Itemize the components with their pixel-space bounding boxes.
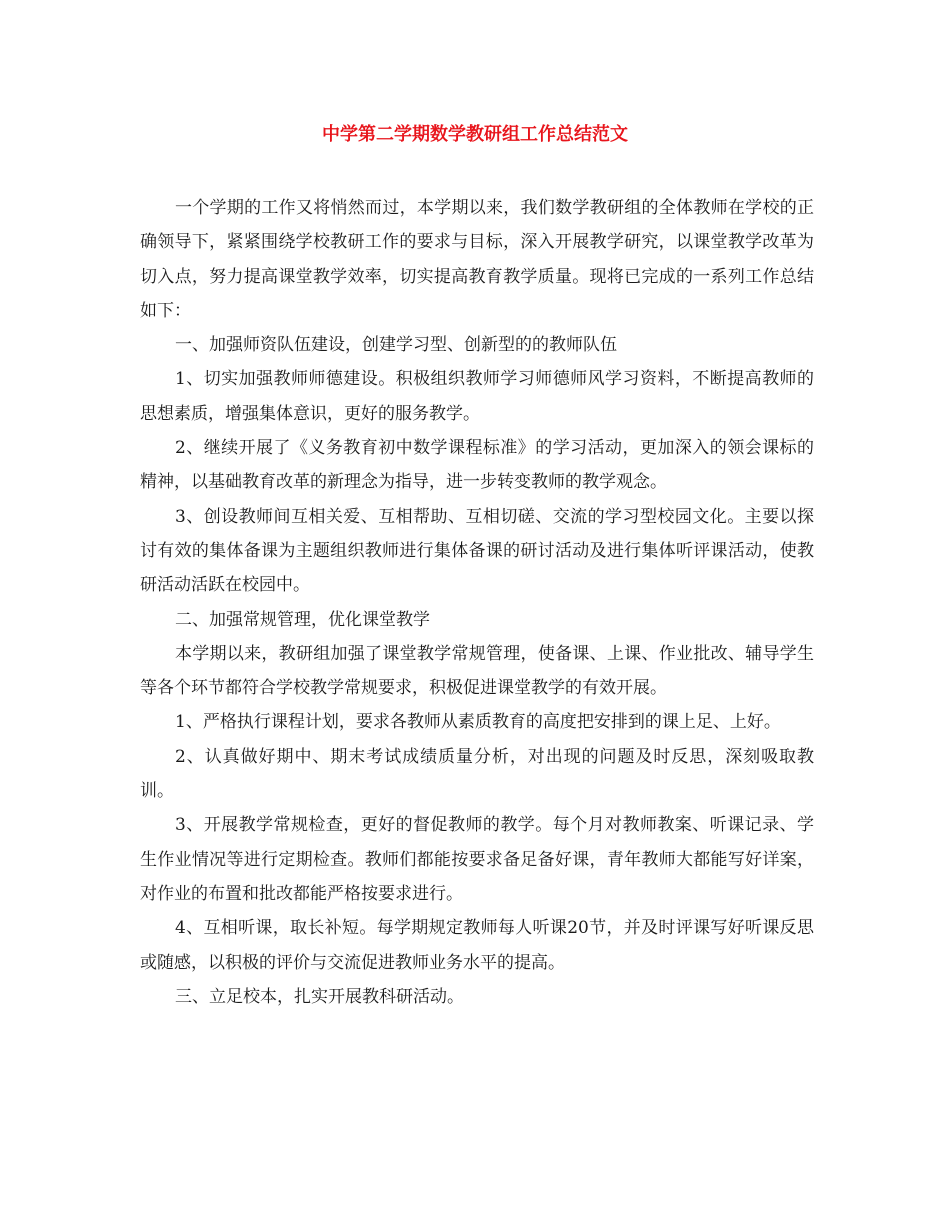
section-heading-2: 二、加强常规管理，优化课堂教学 <box>175 609 430 630</box>
paragraph-1-1: 1、切实加强教师师德建设。积极组织教师学习师德师风学习资料，不断提高教师的思想素质，增强集体意识，更好的服务教学。 <box>140 369 814 424</box>
paragraph-2-3: 3、开展教学常规检查，更好的督促教师的教学。每个月对教师教案、听课记录、学生作业情况等进行定期检查。教师们都能按要求备足备好课，青年教师大都能写好详案，对作业的布置和批改都能严格按要求进行。 <box>140 815 814 904</box>
section-heading-3: 三、立足校本，扎实开展教科研活动。 <box>175 986 464 1007</box>
paragraph-intro: 一个学期的工作又将悄然而过，本学期以来，我们数学教研组的全体教师在学校的正确领导下，紧紧围绕学校教研工作的要求与目标，深入开展教学研究，以课堂教学改革为切入点，努力提高课堂教学效率，切实提高教育教学质量。现将已完成的一系列工作总结如下： <box>140 198 814 321</box>
paragraph-2-intro: 本学期以来，教研组加强了课堂教学常规管理，使备课、上课、作业批改、辅导学生等各个环节都符合学校教学常规要求，积极促进课堂教学的有效开展。 <box>140 643 814 699</box>
document-title: 中学第二学期数学教研组工作总结范文 <box>322 124 628 145</box>
paragraph-1-3: 3、创设教师间互相关爱、互相帮助、互相切磋、交流的学习型校园文化。主要以探讨有效的集体备课为主题组织教师进行集体备课的研讨活动及进行集体听评课活动，使教研活动活跃在校园中。 <box>140 506 814 596</box>
paragraph-1-2: 2、继续开展了《义务教育初中数学课程标准》的学习活动，更加深入的领会课标的精神，以基础教育改革的新理念为指导，进一步转变教师的教学观念。 <box>140 438 814 493</box>
paragraph-2-2: 2、认真做好期中、期末考试成绩质量分析，对出现的问题及时反思，深刻吸取教训。 <box>140 746 814 802</box>
document-body <box>140 191 814 1014</box>
section-heading-1: 一、加强师资队伍建设，创建学习型、创新型的的教师队伍 <box>175 335 617 356</box>
paragraph-2-1: 1、严格执行课程计划，要求各教师从素质教育的高度把安排到的课上足、上好。 <box>175 712 781 733</box>
paragraph-2-4: 4、互相听课，取长补短。每学期规定教师每人听课20节，并及时评课写好听课反思或随感，以积极的评价与交流促进教师业务水平的提高。 <box>140 918 814 973</box>
